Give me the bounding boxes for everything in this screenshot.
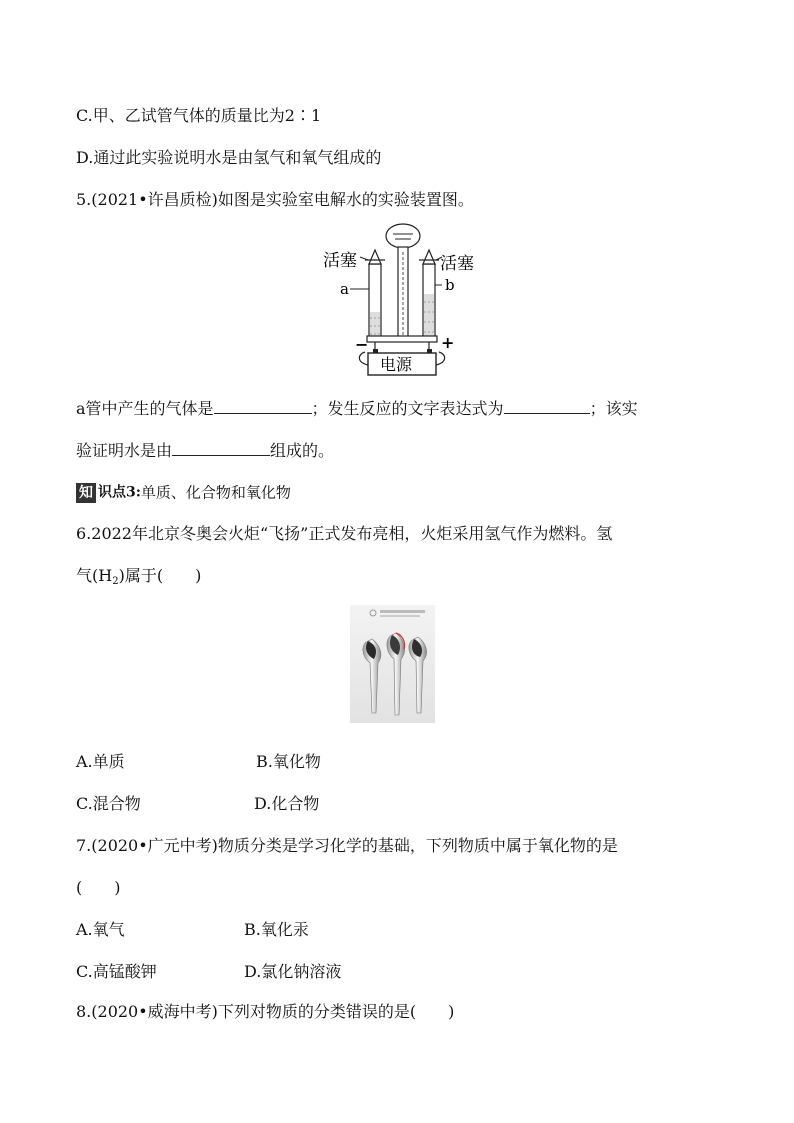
- label-tube-b: b: [445, 276, 455, 294]
- answer-blank-2[interactable]: [504, 397, 590, 414]
- q7-option-c: C.高锰酸钾: [76, 962, 157, 981]
- q5-fill-text-5: 组成的。: [270, 441, 335, 460]
- q4-option-d: D.通过此实验说明水是由氢气和氧气组成的: [76, 148, 382, 167]
- label-power-source: 电源: [380, 355, 413, 374]
- label-left-stopcock: 活塞: [323, 251, 357, 271]
- olympic-torch-image: [350, 605, 435, 723]
- answer-blank-1[interactable]: [214, 397, 312, 414]
- electrolysis-apparatus-figure: [320, 222, 480, 377]
- q6-stem-prefix: 气(H: [76, 566, 113, 585]
- q5-fill-text-2: ；发生反应的文字表达式为: [311, 399, 504, 418]
- q4-option-c: C.甲、乙试管气体的质量比为2∶1: [76, 106, 322, 125]
- knowledge-point-label: 识点3:: [98, 484, 141, 501]
- answer-blank-3[interactable]: [172, 439, 270, 456]
- q8-stem: 8.(2020•威海中考)下列对物质的分类错误的是( ): [76, 1002, 455, 1021]
- label-tube-a: a: [340, 280, 349, 298]
- q6-stem-line-1: 6.2022年北京冬奥会火炬“飞扬”正式发布亮相，火炬采用氢气作为燃料。氢: [76, 524, 613, 543]
- q5-fill-text-1: a管中产生的气体是: [76, 399, 214, 418]
- q7-stem-line-2: ( ): [76, 878, 121, 897]
- q6-option-a: A.单质: [76, 752, 125, 771]
- q7-stem-line-1: 7.(2020•广元中考)物质分类是学习化学的基础，下列物质中属于氧化物的是: [76, 836, 618, 855]
- q6-option-c: C.混合物: [76, 794, 141, 813]
- q7-option-d: D.氯化钠溶液: [244, 962, 342, 981]
- q6-option-d: D.化合物: [254, 794, 320, 813]
- knowledge-tag-icon: 知: [76, 483, 96, 503]
- q6-stem-subscript: 2: [112, 576, 119, 587]
- label-negative: −: [355, 335, 369, 354]
- q6-stem-suffix: )属于( ): [118, 566, 202, 585]
- q6-option-b: B.氧化物: [256, 752, 321, 771]
- q5-fill-line-2: [76, 439, 334, 462]
- knowledge-point-title: 单质、化合物和氧化物: [140, 483, 291, 502]
- q6-stem-line-2: [76, 565, 201, 593]
- label-right-stopcock: 活塞: [440, 254, 474, 274]
- q5-stem: 5.(2021•许昌质检)如图是实验室电解水的实验装置图。: [76, 190, 474, 209]
- knowledge-point-heading: [76, 481, 291, 504]
- q7-option-b: B.氧化汞: [244, 920, 309, 939]
- q5-fill-line-1: [76, 397, 638, 420]
- q7-option-a: A.氧气: [76, 920, 125, 939]
- q5-fill-text-4: 验证明水是由: [76, 441, 173, 460]
- q5-fill-text-3: ；该实: [589, 399, 638, 418]
- label-positive: +: [441, 333, 455, 352]
